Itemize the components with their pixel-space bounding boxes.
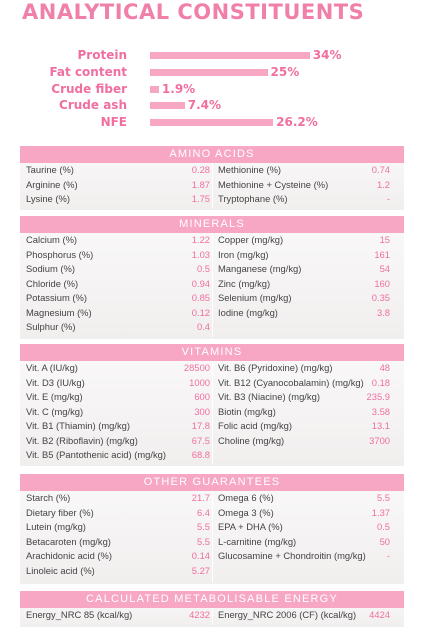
nutrient-label: Vit. C (mg/kg): [26, 405, 84, 417]
nutrient-value: 5.5: [196, 521, 210, 532]
nutrient-label: Betacaroten (mg/kg): [26, 535, 111, 547]
nutrient-label: Glucosamine + Chondroitin (mg/kg): [218, 550, 366, 561]
nutrient-value: 68.8: [191, 449, 210, 460]
bar: [150, 52, 310, 59]
table-row: [20, 277, 404, 292]
table-row: [20, 405, 404, 420]
table-row: [20, 291, 404, 306]
bar: [150, 119, 273, 126]
nutrient-label: L-carnitine (mg/kg): [218, 535, 297, 547]
nutrient-label: Zinc (mg/kg): [218, 277, 271, 289]
nutrient-label: Vit. B1 (Thiamin) (mg/kg): [26, 420, 131, 431]
amino-acids-section: [20, 146, 404, 210]
nutrient-value: -: [386, 193, 390, 204]
nutrient-label: Sulphur (%): [26, 321, 76, 332]
section-header: MINERALS: [20, 216, 404, 233]
nutrient-label: Calcium (%): [26, 234, 78, 245]
nutrient-label: Selenium (mg/kg): [218, 292, 292, 303]
table-row: [20, 178, 404, 193]
nutrient-label: Vit. D3 (IU/kg): [26, 376, 85, 388]
nutrient-value: 1.75: [191, 193, 210, 204]
table-row: [20, 506, 404, 521]
nutrient-value: 1.2: [376, 178, 390, 190]
table-row: [20, 564, 404, 579]
nutrient-value: 28500: [183, 362, 210, 373]
nutrient-label: Sodium (%): [26, 263, 75, 274]
nutrient-value: 1000: [189, 376, 210, 388]
nutrient-label: Vit. E (mg/kg): [26, 391, 83, 402]
nutrient-label: Arachidonic acid (%): [26, 550, 112, 561]
bar-value-label: 1.9%: [161, 81, 196, 96]
table-row: [20, 434, 404, 449]
page-title: ANALYTICAL CONSTITUENTS: [22, 0, 365, 24]
nutrient-value: 1.22: [191, 234, 210, 245]
nutrient-label: Choline (mg/kg): [218, 434, 285, 446]
nutrient-label: Vit. B3 (Niacine) (mg/kg): [218, 391, 320, 402]
nutrient-label: Iodine (mg/kg): [218, 306, 278, 318]
nutrient-label: Lysine (%): [26, 193, 70, 204]
section-header: CALCULATED METABOLISABLE ENERGY: [20, 591, 404, 608]
nutrient-value: 0.14: [191, 550, 210, 561]
table-row: [20, 248, 404, 263]
table-row: [20, 390, 404, 405]
nutrient-value: 6.4: [196, 506, 210, 518]
nutrient-value: 5.5: [376, 492, 390, 503]
nutrient-value: 50: [379, 535, 390, 547]
nutrient-value: 5.27: [191, 564, 210, 576]
other-guarantees-section: [20, 474, 404, 584]
nutrient-value: 54: [379, 263, 390, 274]
nutrient-value: 0.5: [376, 521, 390, 532]
table-row: [20, 419, 404, 434]
nutrient-value: 161: [374, 248, 390, 260]
nutrient-value: 0.74: [371, 164, 390, 175]
bar-category-label: Crude fiber: [51, 81, 127, 96]
nutrient-label: Copper (mg/kg): [218, 234, 284, 245]
nutrient-label: Tryptophane (%): [218, 193, 288, 204]
nutrient-label: Biotin (mg/kg): [218, 405, 276, 417]
nutrient-value: 0.5: [196, 263, 210, 274]
nutrient-label: Linoleic acid (%): [26, 564, 95, 576]
table-row: [20, 549, 404, 564]
table-row: [20, 376, 404, 391]
nutrient-value: 300: [194, 405, 210, 417]
table-row: [20, 535, 404, 550]
nutrient-value: 0.18: [371, 376, 390, 388]
table-row: [20, 306, 404, 321]
nutrient-label: Energy_NRC 2006 (CF) (kcal/kg): [218, 609, 357, 620]
nutrient-value: 15: [379, 234, 390, 245]
table-row: [20, 361, 404, 376]
nutrient-value: 3.8: [376, 306, 390, 318]
table-row: [20, 233, 404, 248]
nutrient-label: Magnesium (%): [26, 306, 92, 318]
bar: [150, 86, 159, 93]
nutrient-value: 0.4: [196, 321, 210, 332]
nutrient-value: 4424: [369, 609, 390, 620]
bar-category-label: Fat content: [49, 64, 127, 79]
nutrient-label: Arginine (%): [26, 178, 78, 190]
nutrient-label: Phosphorus (%): [26, 248, 94, 260]
nutrient-label: EPA + DHA (%): [218, 521, 283, 532]
nutrient-label: Methionine + Cysteine (%): [218, 178, 329, 190]
minerals-section: [20, 216, 404, 339]
nutrient-value: 3.58: [371, 405, 390, 417]
nutrient-value: 160: [374, 277, 390, 289]
table-row: [20, 448, 404, 463]
nutrient-value: 600: [194, 391, 210, 402]
nutrient-label: Iron (mg/kg): [218, 248, 269, 260]
nutrient-value: 1.03: [191, 248, 210, 260]
nutrient-value: 1.87: [191, 178, 210, 190]
table-row: [20, 491, 404, 506]
bar-value-label: 25%: [270, 64, 300, 79]
bar-category-label: NFE: [100, 115, 127, 130]
metabolisable-energy-section: [20, 591, 404, 627]
nutrient-label: Chloride (%): [26, 277, 79, 289]
nutrient-value: 3700: [369, 434, 390, 446]
vitamins-section: [20, 344, 404, 466]
nutrient-label: Vit. B5 (Pantothenic acid) (mg/kg): [26, 449, 166, 460]
nutrient-label: Lutein (mg/kg): [26, 521, 86, 532]
bar-value-label: 34%: [312, 48, 342, 62]
nutrient-value: 17.8: [191, 420, 210, 431]
nutrient-value: 13.1: [371, 420, 390, 431]
bar: [150, 102, 185, 109]
nutrient-label: Vit. B12 (Cyanocobalamin) (mg/kg): [218, 376, 364, 388]
nutrient-label: Starch (%): [26, 492, 71, 503]
bar: [150, 69, 268, 76]
nutrient-value: 235.9: [366, 391, 390, 402]
nutrient-label: Potassium (%): [26, 292, 87, 303]
nutrient-value: 0.35: [371, 292, 390, 303]
nutrient-label: Vit. B6 (Pyridoxine) (mg/kg): [218, 362, 333, 373]
bar-category-label: Protein: [77, 48, 127, 62]
section-header: AMINO ACIDS: [20, 146, 404, 163]
nutrient-value: 1.37: [371, 506, 390, 518]
nutrient-label: Vit. A (IU/kg): [26, 362, 78, 373]
nutrient-value: 48: [379, 362, 390, 373]
nutrient-label: Omega 6 (%): [218, 492, 274, 503]
table-row: [20, 320, 404, 335]
nutrient-value: 67.5: [191, 434, 210, 446]
nutrient-value: 0.94: [191, 277, 210, 289]
nutrient-value: 5.5: [196, 535, 210, 547]
nutrient-label: Vit. B2 (Riboflavin) (mg/kg): [26, 434, 138, 446]
nutrient-label: Energy_NRC 85 (kcal/kg): [26, 609, 133, 620]
nutrient-value: 0.28: [191, 164, 210, 175]
nutrient-label: Folic acid (mg/kg): [218, 420, 292, 431]
bar-value-label: 7.4%: [187, 98, 222, 113]
table-row: [20, 192, 404, 207]
nutrient-value: 0.12: [191, 306, 210, 318]
bar-category-label: Crude ash: [59, 98, 127, 113]
nutrient-value: 0.85: [191, 292, 210, 303]
table-row: [20, 520, 404, 535]
nutrient-value: 4232: [189, 609, 210, 620]
nutrient-label: Dietary fiber (%): [26, 506, 94, 518]
section-header: OTHER GUARANTEES: [20, 474, 404, 491]
nutrient-label: Taurine (%): [26, 164, 74, 175]
nutrient-label: Omega 3 (%): [218, 506, 274, 518]
table-row: [20, 262, 404, 277]
table-row: [20, 163, 404, 178]
bar-value-label: 26.2%: [276, 115, 318, 130]
table-row: [20, 608, 404, 623]
nutrient-value: 21.7: [191, 492, 210, 503]
section-header: VITAMINS: [20, 344, 404, 361]
nutrient-label: Manganese (mg/kg): [218, 263, 302, 274]
nutrient-value: -: [386, 550, 390, 561]
nutrient-label: Methionine (%): [218, 164, 282, 175]
